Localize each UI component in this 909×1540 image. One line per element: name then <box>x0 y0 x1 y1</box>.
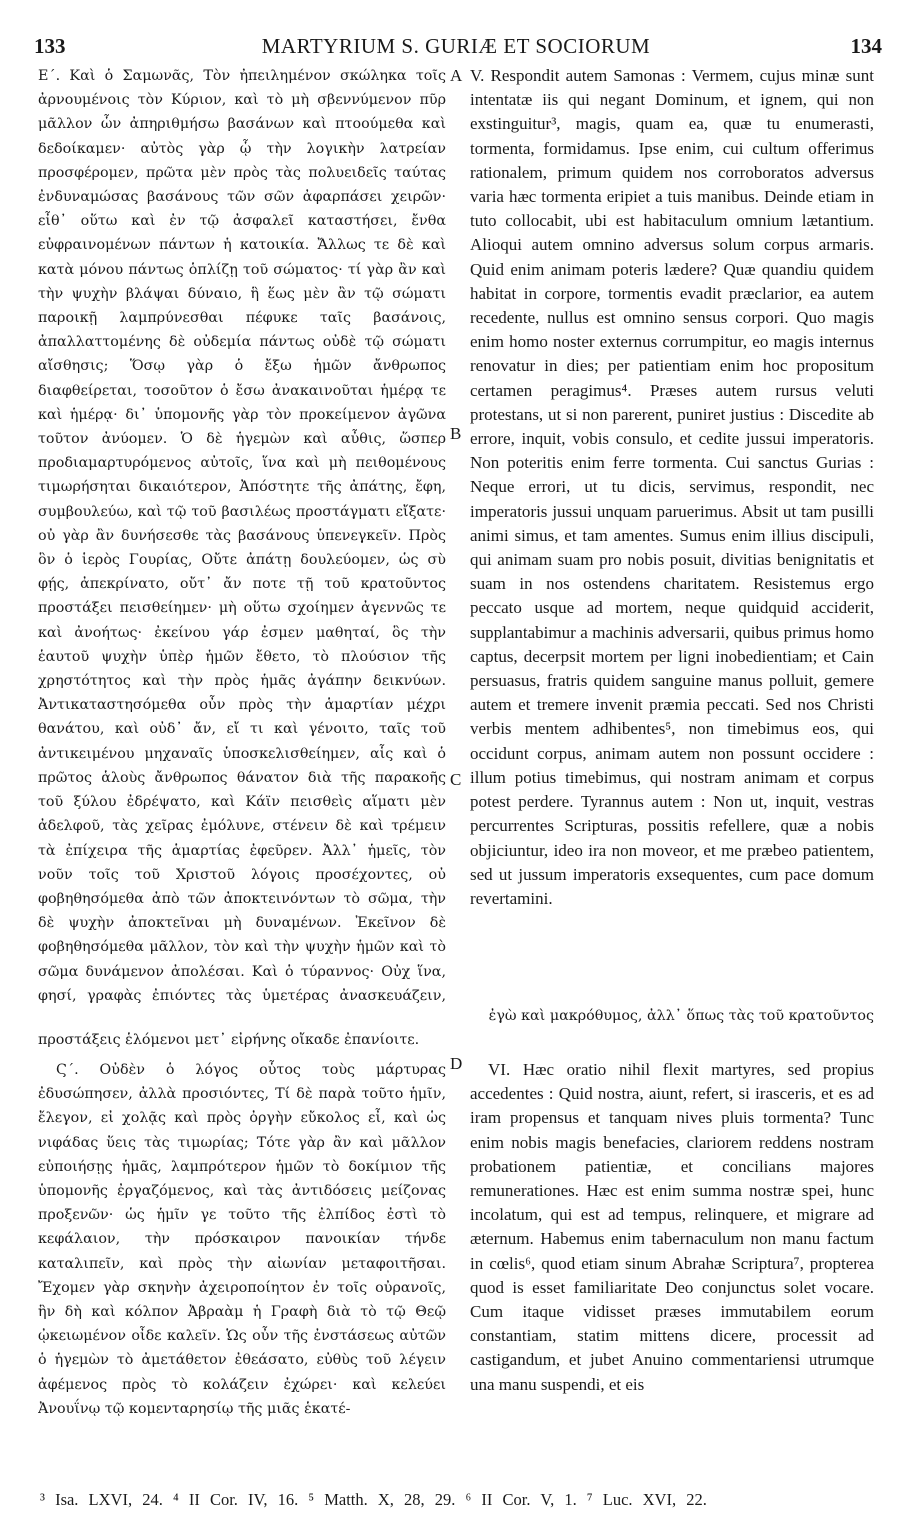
page-header <box>30 34 882 62</box>
running-title: MARTYRIUM S. GURIÆ ET SOCIORUM <box>261 34 651 58</box>
greek-column-lower <box>38 1058 446 1468</box>
greek-paragraph-6: Ϛ΄. Οὐδὲν ὁ λόγος οὗτος τοὺς μάρτυρας ἐδυσώπησεν, ἀλλὰ προσιόντες, Τί δὲ παρὰ τοῦτο ἡμῖν, ἔλεγον, εἰ χολᾷς καὶ πρὸς ὀργὴν εὔκολος εἶ, καὶ ὡς νιφάδας ὕεις τὰς τιμωρίας; Τότε γὰρ ἂν καὶ μᾶλλον εὐποιήσῃς ἡμᾶς, λαμπρότερον ἡμῶν τὸ δοκίμιον τῆς ὑπομονῆς ἐργαζόμενος, καὶ τὰς ἀντιδόσεις μείζονας προξενῶν· ὡς ἡμῖν γε τοῦτο τῆς ἐλπίδος ἐστὶ τὸ κεφάλαιον, τὴν πρόσκαιρον πανοικίαν τήνδε καταλιπεῖν, καὶ πρὸς τὴν αἰωνίαν μεταφοιτῆσαι. Ἔχομεν γὰρ σκηνὴν ἀχειροποίητον ἐν τοῖς οὐρανοῖς, ἣν δὴ καὶ κόλπον Ἀβραὰμ ἡ Γραφὴ διὰ τὸ τῷ Θεῷ ᾠκειωμένον οἶδε καλεῖν. Ὡς οὖν τῆς ἐνστάσεως αὐτῶν ὁ ἡγεμὼν τὸ ἀμετάθετον ἐθεάσατο, εὐθὺς τοῦ λέγειν ἀφέμενος πρὸς τὸ κολάζειν ἐχώρει· καὶ κελεύει Ἀνουΐνῳ τῷ κομενταρησίῳ τῆς μιᾶς ἑκατέ- <box>38 1062 446 1417</box>
greek-paragraph-5: Ε΄. Καὶ ὁ Σαμωνᾶς, Τὸν ἠπειλημένον σκώληκα τοῖς ἀρνουμένοις τὸν Κύριον, καὶ τὸ μὴ σβεννύμενον πῦρ μᾶλλον ὧν ἀπηριθμήσω βασάνων καὶ πτοούμεθα καὶ δεδοίκαμεν· αὐτὸς γὰρ ᾧ τὴν λογικὴν λατρείαν προσφέρομεν, πρῶτα μὲν πρὸς τὰς πολυειδεῖς ταύτας ἐνδυναμώσας βασάνους τῶν σῶν ἀφαρπάσει χειρῶν· εἶθ᾽ οὕτω καὶ ἐν τῷ ἀσφαλεῖ καταστήσει, ἔνθα εὐφραινομένων πάντων ἡ κατοικία. Ἄλλως τε δὲ καὶ κατὰ μόνου πάντως ὁπλίζῃ τοῦ σώματος· τί γὰρ ἂν καὶ τὴν ψυχὴν βλάψαι δύναιο, ἣ ἕως μὲν ἂν τῷ σώματι παροικῇ λαμπρύνεσθαι πέφυκε ταῖς βασάνοις, ἀπαλλαττομένης δὲ οὐδεμία πάντως οὐδὲ τῷ σώματι αἴσθησις; Ὅσῳ γὰρ ὁ ἔξω ἡμῶν ἄνθρωπος διαφθείρεται, τοσοῦτον ὁ ἔσω ἀνακαινοῦται ἡμέρᾳ τε καὶ ἡμέρᾳ· δι᾽ ὑπομονῆς γὰρ τὸν προκείμενον ἀγῶνα τοῦτον ἀνύομεν. Ὁ δὲ ἡγεμὼν καὶ αὖθις, ὥσπερ προδιαμαρτυρόμενος αὐτοῖς, ἵνα καὶ μὴ πειθομένους τιμωρήσηται δικαιότερον, Ἀπόστητε τῆς ἀπάτης, ἔφη, συμβουλεύω, καὶ τῷ τοῦ βασιλέως προστάγματι εἴξατε· οὐ γὰρ ἂν δυνήσεσθε τὰς βασάνους ὑπενεγκεῖν. Πρὸς ὃν ὁ ἱερὸς Γουρίας, Οὔτε ἀπάτῃ δουλεύομεν, ὡς σὺ φῄς, ἀπεκρίνατο, οὔτ᾽ ἄν ποτε τῇ τοῦ κρατοῦντος προστάξει πεισθείημεν· μὴ οὕτω σχοίημεν ἀγεννῶς τε καὶ ἀνοήτως· ἐκείνου γάρ ἐσμεν μαθηταί, ὃς τὴν ἑαυτοῦ ψυχὴν ὑπὲρ ἡμῶν ἔθετο, τὸ πλούσιον τῆς χρηστότητος καὶ τὴν πρὸς ἡμᾶς ἀγάπην δεικνύων. Ἀντικαταστησόμεθα οὖν πρὸς τὴν ἁμαρτίαν μέχρι θανάτου, καὶ οὐδ᾽ ἄν, εἴ τι καὶ γένοιτο, ταῖς τοῦ ἀντικειμένου μηχαναῖς ὑποσκελισθείημεν, αἷς καὶ ὁ πρῶτος ἁλοὺς ἄνθρωπος θάνατον διὰ τῆς παρακοῆς τοῦ ξύλου ἐδρέψατο, καὶ Κάϊν πεισθεὶς αἵματι μὲν ἀδελφοῦ, τὰς χεῖρας ἐμόλυνε, στένειν δὲ καὶ τρέμειν τὰ ἐπίχειρα τῆς ἁμαρτίας ἐφεῦρεν. Ἀλλ᾽ ἡμεῖς, τὸν νοῦν τοῖς τοῦ Χριστοῦ λόγοις προσέχοντες, οὐ φοβηθησόμεθα ἀπὸ τῶν ἀποκτεινόντων τὸ σῶμα, τὴν δὲ ψυχὴν ἀποκτεῖναι μὴ δυναμένων. Ἐκεῖνον δὲ φοβηθησόμεθα μᾶλλον, τὸν καὶ τὴν ψυχὴν ἡμῶν καὶ τὸ σῶμα δυνάμενον ἀπολέσαι. Καὶ ὁ τύραννος· Οὐχ ἵνα, φησί, γραφὰς ἐπιόντες τὰς ὑμετέρας ἀνασκευάζειν, <box>38 68 446 1004</box>
latin-column <box>470 64 874 999</box>
spanning-greek-line <box>38 1008 874 1024</box>
margin-letter-b: B <box>450 424 462 443</box>
page-number-right: 134 <box>850 34 882 58</box>
latin-paragraph-6: VI. Hæc oratio nihil flexit martyres, sed propius accedentes : Quid nostra, aiunt, refert, si irasceris, et es ad iram propensus et tanquam nives pluis tormenta? Tunc enim nobis magis benefacies, clariorem reddens nostram probationem patientiæ, et concilians majores remunerationes. Hæc est enim summa nostræ spei, hunc incolatum, qui est ad tempus, relinquere, et migrare ad æternum. Habemus enim tabernaculum non manu factum in cœlis⁶, quod etiam sinum Abrahæ Scriptura⁷, propterea quod is esset familiaritate Deo conjunctus solet vocare. Cum itaque vidisset præses immutabilem eorum constantiam, statim mittens dicere, processit ad castigandum, et jubet Anuino commentariensi utrumque una manu suspendi, et eis <box>470 1060 874 1394</box>
latin-column-lower <box>470 1058 874 1468</box>
margin-letter-a: A <box>450 66 463 85</box>
margin-letter-d: D <box>450 1054 463 1073</box>
page-number-left: 133 <box>34 34 66 58</box>
greek-bridge-right: ἐγὼ καὶ μακρόθυμος, ἀλλ᾽ ὅπως τὰς τοῦ κρατοῦντος <box>488 1008 874 1024</box>
greek-bridge-left: προστάξεις ἑλόμενοι μετ᾽ εἰρήνης οἴκαδε ἐπανίοιτε. <box>38 1032 420 1048</box>
spanning-greek-line-2 <box>38 1032 874 1048</box>
greek-column <box>38 64 446 1004</box>
footnotes: ³ Isa. LXVI, 24. ⁴ II Cor. IV, 16. ⁵ Matth. X, 28, 29. ⁶ II Cor. V, 1. ⁷ Luc. XVI, 22. <box>40 1490 707 1509</box>
latin-paragraph-5: V. Respondit autem Samonas : Vermem, cujus minæ sunt intentatæ iis qui negant Dominum, et ignem, qui non exstinguitur³, magis, quam ea, quæ tu enumerasti, tormenta, formidamus. Ipse enim, cui cultum offerimus rationalem, primum quidem nos corroboratos adversus varia hæc tormenta eripiet a tuis manibus. Deinde etiam in tuto collocabit, ubi est habitaculum omnium lætantium. Alioqui autem omnino adversus solum corpus armaris. Quid enim animam poteris lædere? Quæ quandiu quidem habitat in corpore, tormentis evadit præclarior, ea autem recedente, nullus est omnino sensus corpori. Quo magis enim homo noster externus corrumpitur, eo magis internus renovatur in dies; per patientiam enim hoc propositum certamen peragimus⁴. Præses autem rursus veluti protestans, ut si non parerent, puniret justius : Discedite ab errore, inquit, vobis consulo, et cedite jussui imperatoris. Non poteritis enim ferre tormenta. Cui sanctus Gurias : Neque errori, ut tu dicis, servimus, respondit, nec imperatoris jussui unquam paruerimus. Absit ut tam pusilli animi simus, et tam amentes. Sumus enim illius discipuli, qui animam suam pro nobis posuit, divitias benignitatis et suam in nos ostendens charitatem. Resistemus ergo peccato usque ad mortem, neque quidquid acciderit, supplantabimur a machinis adversarii, quibus primus homo captus, decerpsit mortem per ligni inobedientiam; et Cain persuasus, fratris quidem sanguine manus polluit, gemere autem et tremere invenit præmia peccati. Sed nos Christi verbis mentem adhibentes⁵, non timebimus eos, qui occidunt corpus, animam autem non possunt occidere : illum potius timebimus, qui nostram animam et corpus potest perdere. Tyrannus autem : Non ut, inquit, vestras percurrentes Scripturas, possitis refellere, quæ a nobis objiciuntur, ideo ira non moveor, et me præbeo patientem, sed ut jussum imperatoris exsequentes, cum pace domum revertamini. <box>470 66 874 908</box>
margin-letter-c: C <box>450 770 462 789</box>
